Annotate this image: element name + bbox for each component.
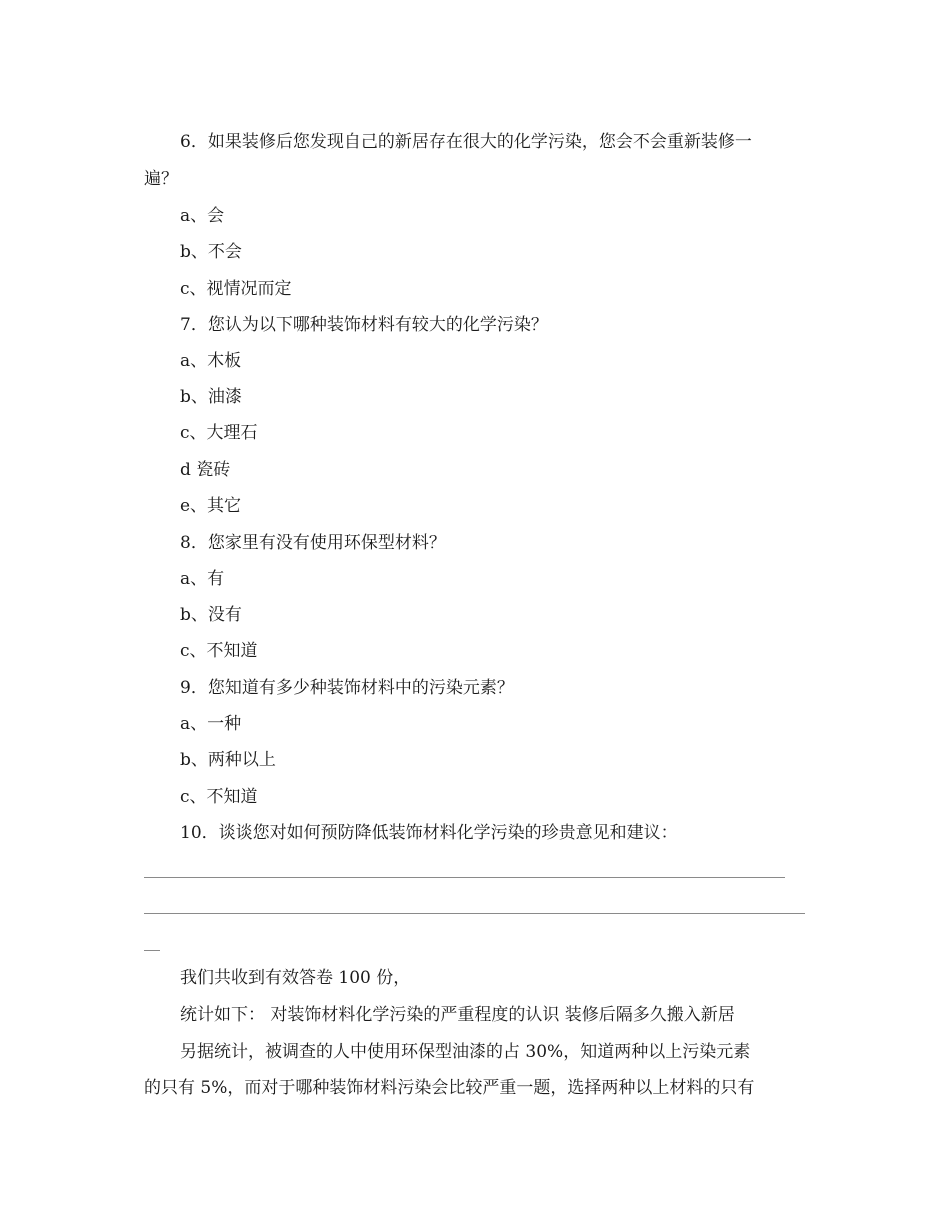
question-9-text: 9．您知道有多少种装饰材料中的污染元素？: [180, 678, 514, 698]
question-9-option-c: c、不知道: [180, 787, 258, 807]
question-6-option-c: c、视情况而定: [180, 279, 292, 299]
summary-received: 我们共收到有效答卷 100 份，: [180, 968, 411, 988]
summary-paragraph-line1: 另据统计，被调查的人中使用环保型油漆的占 30%，知道两种以上污染元素: [180, 1042, 751, 1062]
answer-line-2: [144, 913, 805, 914]
answer-line-3: [144, 950, 160, 951]
question-9-option-b: b、两种以上: [180, 750, 276, 770]
question-6-text-line1: 6．如果装修后您发现自己的新居存在很大的化学污染，您会不会重新装修一: [180, 132, 752, 152]
question-6-option-b: b、不会: [180, 242, 242, 262]
question-9-option-a: a、一种: [180, 714, 242, 734]
question-7-option-e: e、其它: [180, 496, 242, 516]
summary-paragraph-line2: 的只有 5%，而对于哪种装饰材料污染会比较严重一题，选择两种以上材料的只有: [144, 1078, 755, 1098]
answer-line-1: [144, 877, 785, 878]
question-6-option-a: a、会: [180, 206, 225, 226]
question-7-option-a: a、木板: [180, 351, 242, 371]
question-7-option-c: c、大理石: [180, 423, 258, 443]
question-8-option-c: c、不知道: [180, 641, 258, 661]
question-6-text-line2: 遍？: [144, 169, 178, 189]
summary-stats: 统计如下： 对装饰材料化学污染的严重程度的认识 装修后隔多久搬入新居: [180, 1005, 735, 1025]
question-8-option-b: b、没有: [180, 605, 242, 625]
question-10-text: 10．谈谈您对如何预防降低装饰材料化学污染的珍贵意见和建议：: [180, 823, 678, 843]
question-7-text: 7．您认为以下哪种装饰材料有较大的化学污染？: [180, 315, 548, 335]
question-7-option-b: b、油漆: [180, 387, 242, 407]
question-8-option-a: a、有: [180, 569, 225, 589]
question-8-text: 8．您家里有没有使用环保型材料？: [180, 533, 446, 553]
question-7-option-d: d 瓷砖: [180, 460, 231, 480]
